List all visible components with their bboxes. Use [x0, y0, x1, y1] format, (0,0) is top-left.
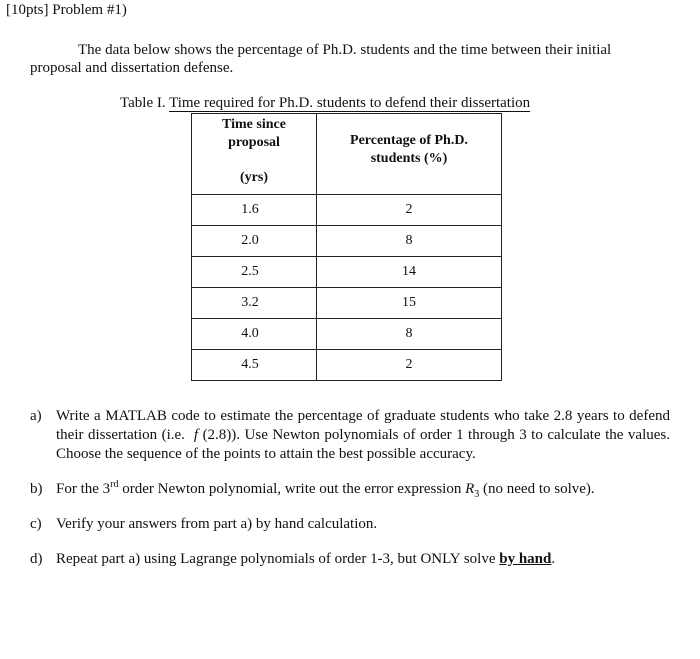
question-d: [30, 550, 670, 569]
percent-cell: 2: [317, 350, 502, 381]
col-header-time-units: (yrs): [240, 170, 268, 185]
question-a-text: [56, 407, 670, 464]
time-cell: 3.2: [192, 288, 317, 319]
problem-title: [10pts] Problem #1): [6, 2, 127, 18]
col-header-percent-line1: Percentage of Ph.D.: [350, 133, 468, 148]
question-d-emphasis: by hand: [499, 551, 552, 567]
question-b-text-3: (no need to solve).: [479, 481, 595, 497]
question-c-text: Verify your answers from part a) by hand calculation.: [56, 516, 378, 532]
intro-paragraph: [30, 41, 670, 77]
question-c-label: c): [30, 516, 42, 532]
time-cell: 2.5: [192, 257, 317, 288]
col-header-time: [192, 114, 317, 195]
time-cell: 4.5: [192, 350, 317, 381]
intro-line-1: The data below shows the percentage of Ph.D. students and the time between their initial: [78, 42, 612, 58]
question-c: [30, 515, 670, 534]
table-caption: [120, 95, 530, 112]
question-b-text: [56, 480, 670, 499]
question-d-label: d): [30, 551, 43, 567]
col-header-percent: [317, 114, 502, 195]
question-a: [30, 407, 670, 464]
table-row: [192, 195, 502, 226]
question-b-var: R: [465, 481, 475, 497]
problem-header: [6, 2, 127, 19]
percent-cell: 8: [317, 319, 502, 350]
percent-cell: 14: [317, 257, 502, 288]
question-b-sup: rd: [110, 479, 119, 490]
time-cell: 2.0: [192, 226, 317, 257]
question-d-text-2: .: [551, 551, 556, 567]
time-cell: 1.6: [192, 195, 317, 226]
table-caption-title: Time required for Ph.D. students to defend their dissertation: [169, 95, 531, 111]
table-row: [192, 257, 502, 288]
percent-cell: 2: [317, 195, 502, 226]
question-a-label: a): [30, 408, 42, 424]
question-a-func: f: [193, 427, 199, 443]
table-row: [192, 350, 502, 381]
percent-cell: 8: [317, 226, 502, 257]
table-row: [192, 288, 502, 319]
percent-cell: 15: [317, 288, 502, 319]
time-cell: 4.0: [192, 319, 317, 350]
col-header-time-line1: Time since: [222, 117, 286, 132]
question-b-text-2: order Newton polynomial, write out the error expression: [118, 481, 462, 497]
table-caption-prefix: Table I.: [120, 95, 166, 111]
question-list: [30, 407, 670, 585]
question-a-text-2: (2.8)). Use Newton polynomials of order 1 through 3 to calculate the values. Choose the sequence of the points to attain the best possible accuracy.: [56, 427, 670, 462]
col-header-time-line2: proposal: [228, 135, 280, 150]
question-a-text-1: Write a MATLAB code to estimate the percentage of graduate students who take 2.8 years to defend their dissertation (i.e.: [56, 408, 670, 443]
table-header-row: [192, 114, 502, 195]
data-table: [191, 113, 502, 381]
intro-line-2: proposal and dissertation defense.: [30, 60, 234, 76]
question-b-text-1: For the 3: [56, 481, 111, 497]
question-d-text-1: Repeat part a) using Lagrange polynomials of order 1-3, but ONLY solve: [56, 551, 500, 567]
col-header-percent-line2: students (%): [370, 151, 448, 166]
question-b-sub: 3: [474, 489, 480, 500]
table-row: [192, 319, 502, 350]
question-b-label: b): [30, 481, 43, 497]
question-d-text: [56, 550, 670, 569]
question-b: [30, 480, 670, 499]
table-row: [192, 226, 502, 257]
